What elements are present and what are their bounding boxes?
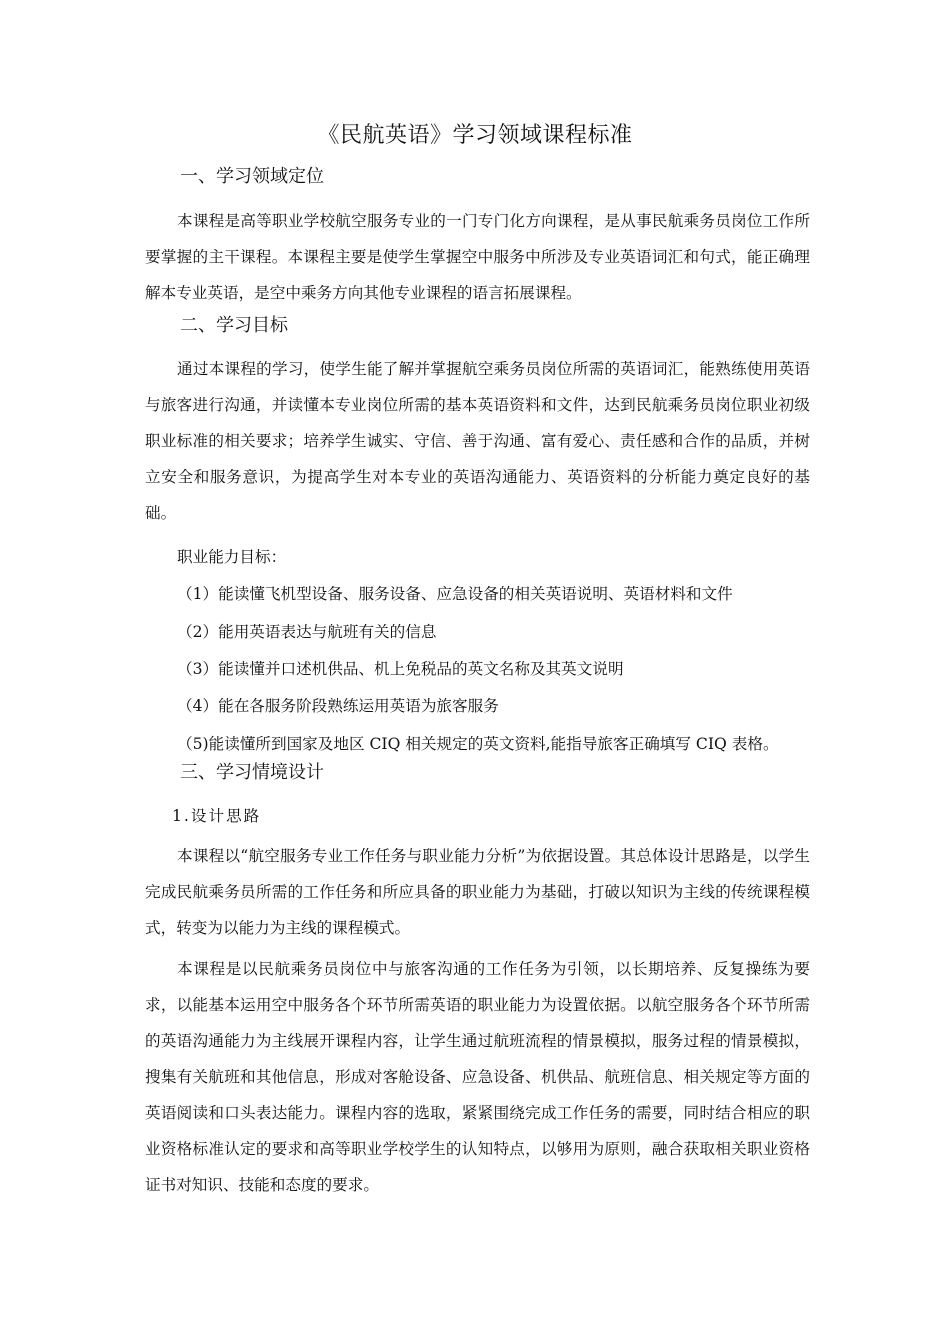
section-heading-positioning: 一、学习领域定位 [180,166,324,187]
goal-item: （4）能在各服务阶段熟练运用英语为旅客服务 [177,697,499,715]
section-paragraph-positioning: 本课程是高等职业学校航空服务专业的一门专门化方向课程，是从事民航乘务员岗位工作所要掌握的主干课程。本课程主要是使学生掌握空中服务中所涉及专业英语词汇和句式，能正确理解本专业英语，是空中乘务方向其他专业课程的语言拓展课程。 [145,212,810,302]
design-paragraph-2: 本课程是以民航乘务员岗位中与旅客沟通的工作任务为引领，以长期培养、反复操练为要求，以能基本运用空中服务各个环节所需英语的职业能力为设置依据。以航空服务各个环节所需的英语沟通能力为主线展开课程内容，让学生通过航班流程的情景模拟，服务过程的情景模拟，搜集有关航班和其他信息，形成对客舱设备、应急设备、机供品、航班信息、相关规定等方面的英语阅读和口头表达能力。课程内容的选取，紧紧围绕完成工作任务的需要，同时结合相应的职业资格标准认定的要求和高等职业学校学生的认知特点，以够用为原则，融合获取相关职业资格证书对知识、技能和态度的要求。 [145,960,810,1194]
design-paragraph-1: 本课程以“航空服务专业工作任务与职业能力分析”为依据设置。其总体设计思路是，以学生完成民航乘务员所需的工作任务和所应具备的职业能力为基础，打破以知识为主线的传统课程模式，转变为以能力为主线的课程模式。 [145,847,810,937]
goals-label: 职业能力目标： [177,548,287,566]
section-heading-design: 三、学习情境设计 [180,762,324,783]
subheading-design-approach: 1.设计思路 [172,807,262,825]
section-heading-goals: 二、学习目标 [180,315,288,336]
section-paragraph-goals: 通过本课程的学习，使学生能了解并掌握航空乘务员岗位所需的英语词汇，能熟练使用英语与旅客进行沟通，并读懂本专业岗位所需的基本英语资料和文件，达到民航乘务员岗位职业初级职业标准的相关要求；培养学生诚实、守信、善于沟通、富有爱心、责任感和合作的品质，并树立安全和服务意识，为提高学生对本专业的英语沟通能力、英语资料的分析能力奠定良好的基础。 [145,360,810,522]
document-title: 《民航英语》学习领域课程标准 [317,123,633,148]
goal-item: （5)能读懂所到国家及地区 CIQ 相关规定的英文资料,能指导旅客正确填写 CIQ 表格。 [177,735,779,753]
goal-item: （3）能读懂并口述机供品、机上免税品的英文名称及其英文说明 [177,660,624,678]
goal-item: （1）能读懂飞机型设备、服务设备、应急设备的相关英语说明、英语材料和文件 [177,585,733,603]
goal-item: （2）能用英语表达与航班有关的信息 [177,623,437,641]
